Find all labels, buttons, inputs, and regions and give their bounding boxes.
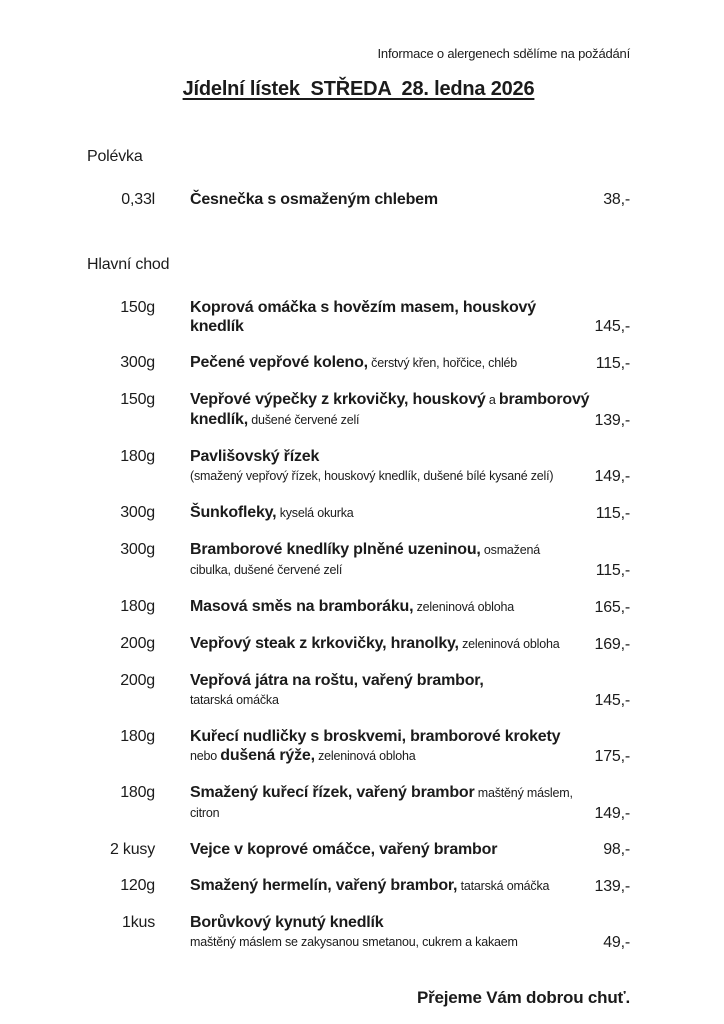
item-description-line [190,803,630,823]
item-price: 175,- [594,748,630,765]
item-note-segment: čerstvý křen, hořčice, chléb [367,356,518,370]
menu-sections [87,147,630,952]
item-name-segment: Smažený kuřecí řízek, vařený brambor [190,784,475,801]
item-quantity: 300g [120,504,155,521]
item-name-segment: knedlík, [190,411,248,428]
menu-item-row [87,597,630,617]
item-description-line [190,932,630,952]
item-quantity: 120g [120,877,155,894]
menu-item-row [87,634,630,654]
item-note-segment: zeleninová obloha [458,637,560,651]
item-price: 139,- [594,412,630,429]
item-description-line [190,503,630,523]
item-quantity: 150g [120,391,155,408]
item-description [190,540,630,580]
item-note-segment: cibulka, dušené červené zelí [190,563,343,577]
menu-item-row [87,783,630,823]
item-description-line [190,317,630,336]
item-description-line [190,783,630,803]
item-name-segment: Koprová omáčka s hovězím masem, houskový [190,299,536,316]
item-description [190,298,630,336]
item-quantity: 150g [120,299,155,316]
item-name-segment: Vepřový steak z krkovičky, hranolky, [190,635,459,652]
menu-item-row [87,727,630,766]
item-quantity: 1kus [122,914,155,931]
item-description [190,727,630,766]
item-description [190,390,630,430]
item-note-segment: tatarská omáčka [190,693,279,707]
item-price: 98,- [603,841,630,858]
item-description-line [190,540,630,560]
page-title: Jídelní lístek STŘEDA 28. ledna 2026 [182,78,535,100]
item-name-segment: Pavlišovský řízek [190,448,320,465]
section-heading: Hlavní chod [87,256,170,273]
item-quantity: 300g [120,354,155,371]
item-note-segment: kyselá okurka [276,506,354,520]
item-price: 149,- [594,468,630,485]
item-quantity: 200g [120,672,155,689]
item-note-segment: a [485,393,499,407]
item-description-line [190,298,630,317]
item-description-line [190,634,630,654]
item-quantity: 0,33l [121,191,155,208]
item-note-segment: osmažená [480,543,540,557]
menu-item-row [87,840,630,859]
item-description-line [190,190,630,209]
item-name-segment: Borůvkový kynutý knedlík [190,914,384,931]
item-description [190,503,630,523]
item-note-segment: citron [190,806,220,820]
item-note-segment: tatarská omáčka [457,879,550,893]
allergen-note: Informace o alergenech sdělíme na požádání [377,46,630,61]
item-price: 145,- [594,692,630,709]
item-quantity: 180g [120,784,155,801]
item-price: 115,- [595,355,630,372]
item-note-segment: dušené červené zelí [247,413,360,427]
menu-item-row [87,390,630,430]
item-description-line [190,690,630,710]
item-name-segment: bramborový [498,391,590,408]
item-price: 49,- [603,934,630,951]
menu-item-row [87,447,630,486]
item-quantity: 2 kusy [109,841,155,858]
item-price: 38,- [603,191,630,208]
item-description-line [190,410,630,430]
item-description [190,913,630,952]
item-note-segment: maštěný máslem, [474,786,573,800]
item-name-segment: Pečené vepřové koleno, [190,354,368,371]
item-price: 115,- [595,505,630,522]
menu-item-row [87,876,630,896]
item-description-line [190,913,630,932]
item-description [190,190,630,209]
item-price: 149,- [594,805,630,822]
item-description-line [190,727,630,746]
item-description-line [190,746,630,766]
item-description [190,353,630,373]
menu-item-row [87,540,630,580]
menu-item-row [87,190,630,209]
item-name-segment: knedlík [190,318,244,335]
item-note-segment: zeleninová obloha [314,749,416,763]
item-price: 165,- [594,599,630,616]
menu-item-row [87,353,630,373]
item-note-segment: nebo [190,749,221,763]
item-name-segment: Smažený hermelín, vařený brambor, [190,877,458,894]
item-name-segment: Bramborové knedlíky plněné uzeninou, [190,541,481,558]
item-price: 139,- [594,878,630,895]
item-description-line [190,390,630,410]
item-description [190,783,630,823]
item-name-segment: dušená rýže, [220,747,315,764]
item-quantity: 200g [120,635,155,652]
section-heading: Polévka [87,148,143,165]
menu-item-row [87,671,630,710]
item-note-segment: zeleninová obloha [413,600,514,614]
item-note-segment: (smažený vepřový řízek, houskový knedlík, dušené bílé kysané zelí) [190,469,554,483]
item-description-line [190,560,630,580]
item-name-segment: Vejce v koprové omáčce, vařený brambor [190,841,498,858]
item-price: 115,- [595,562,630,579]
item-name-segment: Česnečka s osmaženým chlebem [190,191,438,208]
item-name-segment: Masová směs na bramboráku, [190,598,414,615]
item-name-segment: Kuřecí nudličky s broskvemi, bramborové krokety [190,728,561,745]
item-price: 169,- [594,636,630,653]
item-description [190,447,630,486]
item-name-segment: Vepřové výpečky z krkovičky, houskový [190,391,486,408]
item-quantity: 300g [120,541,155,558]
footer-wish: Přejeme Vám dobrou chuť. [416,988,630,1007]
item-note-segment: maštěný máslem se zakysanou smetanou, cukrem a kakaem [190,935,518,949]
item-price: 145,- [594,318,630,335]
item-description [190,597,630,617]
item-quantity: 180g [120,728,155,745]
menu-item-row [87,913,630,952]
item-name-segment: Šunkofleky, [190,504,277,521]
item-name-segment: Vepřová játra na roštu, vařený brambor, [190,672,484,689]
menu-item-row [87,298,630,336]
item-description-line [190,447,630,466]
item-quantity: 180g [120,598,155,615]
item-description [190,634,630,654]
item-description-line [190,353,630,373]
item-description-line [190,876,630,896]
item-quantity: 180g [120,448,155,465]
item-description [190,671,630,710]
item-description [190,840,630,859]
item-description-line [190,597,630,617]
menu-item-row [87,503,630,523]
item-description-line [190,671,630,690]
item-description [190,876,630,896]
item-description-line [190,466,630,486]
item-description-line [190,840,630,859]
